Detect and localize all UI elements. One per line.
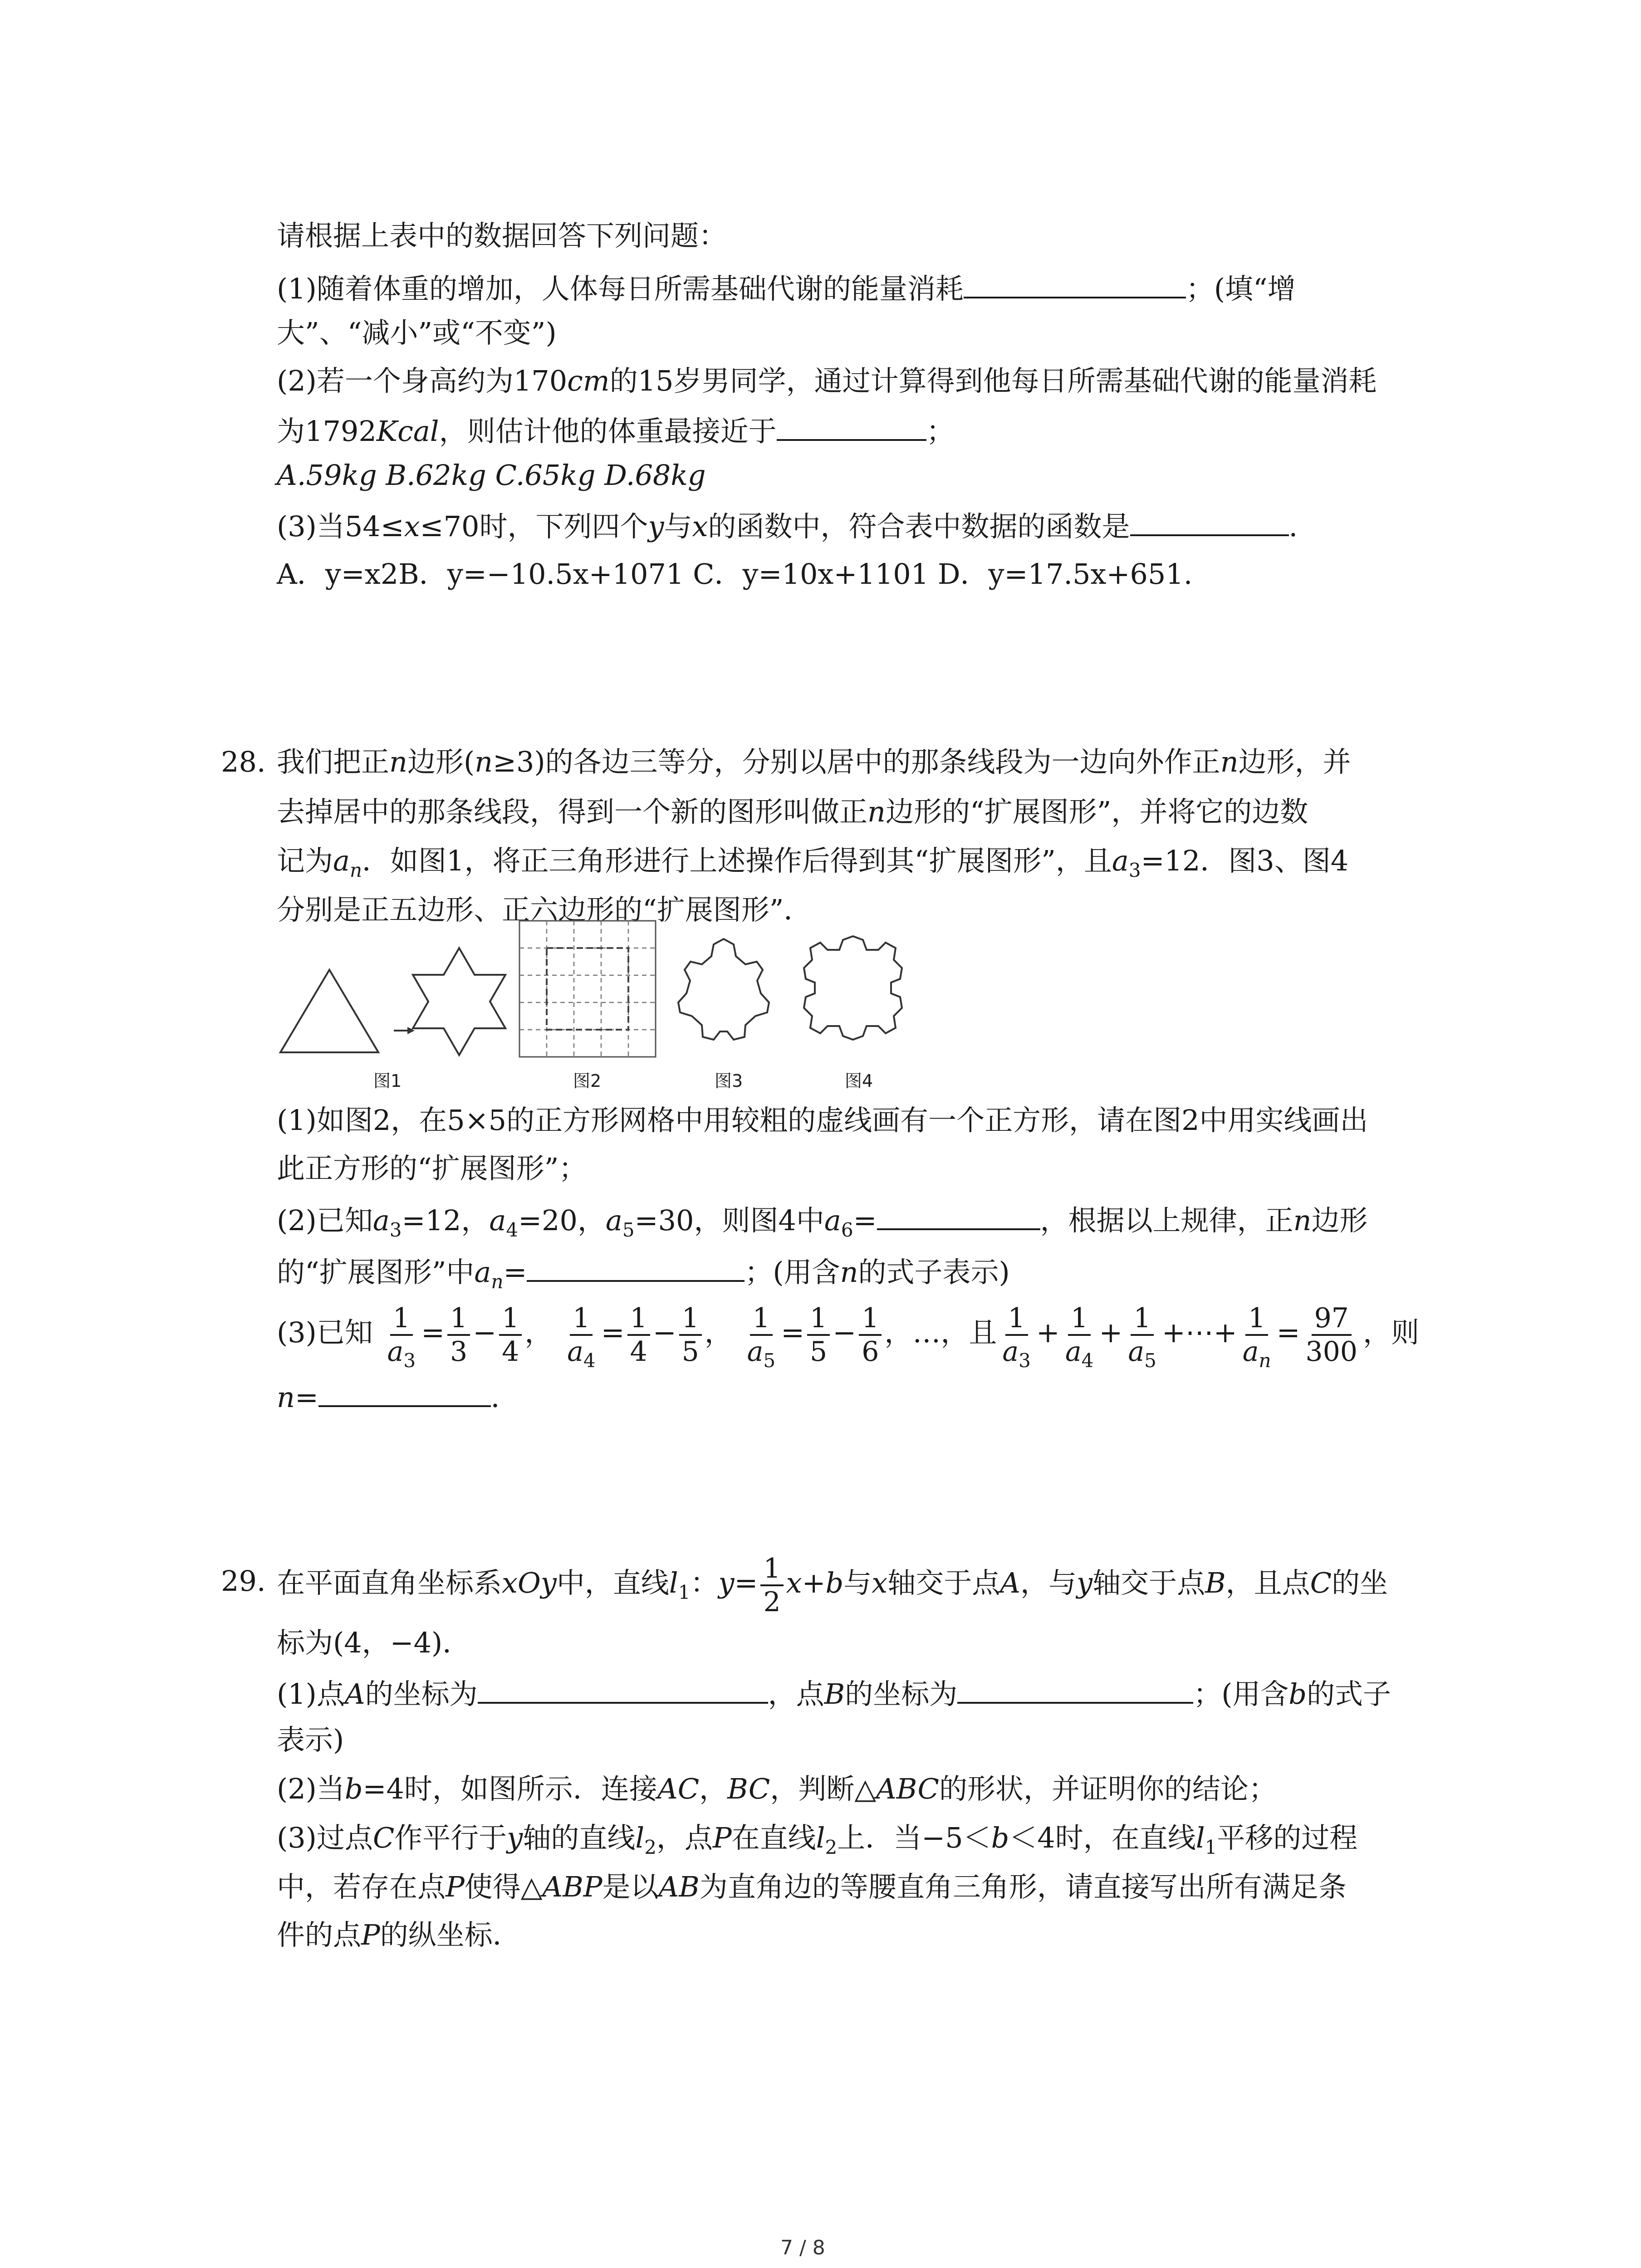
q27-part1-line1: (1)随着体重的增加，人体每日所需基础代谢的能量消耗 ；(填“增 (277, 269, 1296, 307)
q28-part3-line1: (3)已知 $\frac{1}{a_3}$ = $\frac{1}{3}$ − $\frac{1}{4}$ ， $\frac{1}{a_4}$ = $\frac{1}{4}$ − $\frac{1}{5}$ ， $\frac{1}{a_5}$ = $\frac{1}{5}$ − $\frac{1}{6}$ ，…，且 $\frac{1}{a_3}$ + $\frac{1}{a_4}$ + $\frac{1}{a_5}$ +⋯+ $\frac{1}{a_n}$ = $\frac{97}{300}$ ，则 (277, 1302, 1420, 1372)
q28-line2: 去掉居中的那条线段，得到一个新的图形叫做正n边形的“扩展图形”，并将它的边数 (277, 795, 1308, 828)
q28-line3: 记为$a_n$．如图1，将正三角形进行上述操作后得到其“扩展图形”，且$a_3=12$．图3、图4 (277, 844, 1349, 881)
q28-blank-a6[interactable] (877, 1200, 1040, 1230)
q27-blank-1[interactable] (964, 269, 1186, 298)
fig4-label: 图4 (845, 1071, 873, 1091)
q28-figure-2-grid (519, 921, 665, 1066)
q29-part1-line2: 表示) (277, 1723, 344, 1756)
q28-line1: 我们把正n边形(n≥3)的各边三等分，分别以居中的那条线段为一边向外作正n边形，并 (277, 745, 1351, 778)
q29-blank-A[interactable] (478, 1674, 768, 1704)
q29-number: 29. (221, 1564, 266, 1598)
q28-number: 28. (221, 745, 266, 778)
q27-blank-3[interactable] (1130, 506, 1289, 536)
q28-part1-line1: (1)如图2，在5×5的正方形网格中用较粗的虚线画有一个正方形，请在图2中用实线画出 (277, 1104, 1368, 1137)
q27-part3: (3)当54≤x≤70时，下列四个y与x的函数中，符合表中数据的函数是 . (277, 506, 1298, 545)
triangle-shape (280, 970, 378, 1052)
hexagram-shape (413, 948, 505, 1055)
q29-part3-line2: 中，若存在点P使得△ABP是以AB为直角边的等腰直角三角形，请直接写出所有满足条 (277, 1870, 1347, 1903)
q28-figure-3 (669, 934, 778, 1043)
q28-blank-n[interactable] (318, 1377, 491, 1407)
q29-blank-B[interactable] (957, 1674, 1193, 1704)
fig2-label: 图2 (573, 1071, 602, 1091)
q29-line1: 在平面直角坐标系xOy中，直线$l_1$：y= $\frac{1}{2}$ x+b与x轴交于点A，与y轴交于点B，且点C的坐 (277, 1552, 1388, 1618)
page-number: 7 / 8 (780, 2236, 825, 2259)
q28-figure-1 (272, 943, 508, 1061)
q27-blank-2[interactable] (777, 411, 926, 441)
q28-part2-line1: (2)已知$a_3=12$，$a_4=20$，$a_5=30$，则图4中$a_6=$ ，根据以上规律，正n边形 (277, 1200, 1368, 1239)
q27-choices: A．y=x2B．y=−10.5x+1071 C．y=10x+1101 D．y=17.5x+651. (277, 557, 1193, 591)
q28-blank-an[interactable] (527, 1252, 745, 1282)
dashed-square (547, 948, 628, 1030)
q29-part2: (2)当b=4时，如图所示．连接AC，BC，判断△ABC的形状，并证明你的结论； (277, 1772, 1277, 1805)
fig1-label: 图1 (373, 1071, 402, 1091)
q27-part2-line2: 为1792Kcal，则估计他的体重最接近于 ； (277, 411, 955, 450)
q28-part3-line2: n= ． (277, 1377, 519, 1416)
fig3-label: 图3 (715, 1071, 743, 1091)
q29-part1-line1: (1)点A的坐标为 ，点B的坐标为 ；(用含b的式子 (277, 1674, 1391, 1712)
q29-line2: 标为(4，−4)． (277, 1626, 471, 1659)
q28-part1-line2: 此正方形的“扩展图形”； (277, 1152, 587, 1185)
q27-options: A.59kg B.62kg C.65kg D.68kg (277, 459, 706, 492)
q28-line4: 分别是正五边形、正六边形的“扩展图形”． (277, 893, 812, 926)
q27-part2-line1: (2)若一个身高约为170cm的15岁男同学，通过计算得到他每日所需基础代谢的能量消耗 (277, 364, 1377, 397)
pentagon-extension-shape (678, 939, 769, 1040)
q28-figure-4 (798, 934, 907, 1043)
q27-intro: 请根据上表中的数据回答下列问题： (277, 219, 727, 252)
q27-part1-line2: 大”、“减小”或“不变”) (277, 316, 557, 349)
hexagon-extension-shape (804, 936, 902, 1040)
q29-part3-line1: (3)过点C作平行于y轴的直线$l_2$，点P在直线$l_2$上．当−5＜b＜4时，在直线$l_1$平移的过程 (277, 1821, 1358, 1858)
q29-part3-line3: 件的点P的纵坐标． (277, 1918, 521, 1951)
q28-part2-line2: 的“扩展图形”中$a_n=$ ；(用含n的式子表示) (277, 1252, 1010, 1290)
